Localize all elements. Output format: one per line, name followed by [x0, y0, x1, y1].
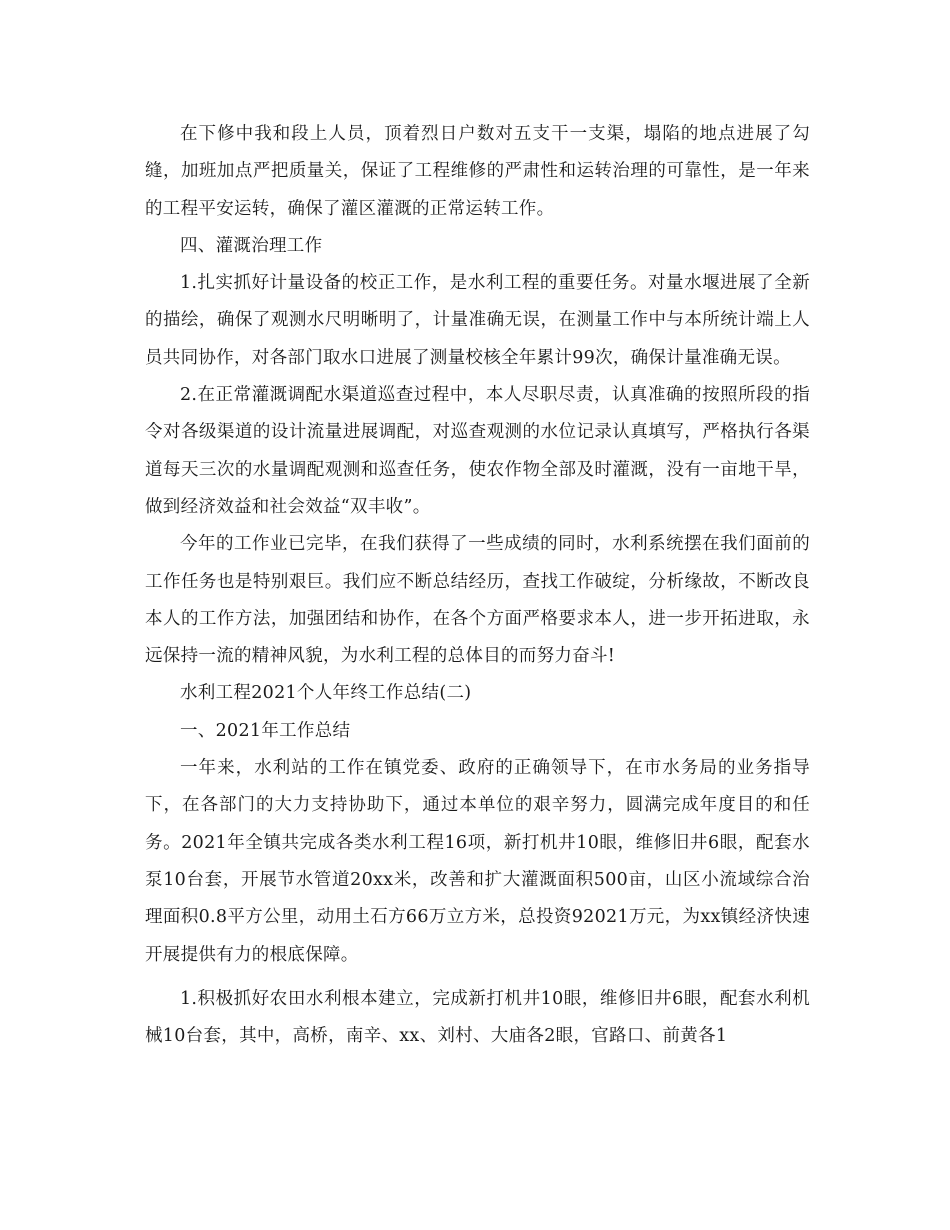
document-subtitle: 水利工程2021个人年终工作总结(二)	[180, 683, 472, 704]
paragraph-maintenance: 在下修中我和段上人员，顶着烈日户数对五支干一支渠，塌陷的地点进展了勾缝，加班加点严把质量关，保证了工程维修的严肃性和运转治理的可靠性，是一年来的工程平安运转，确保了灌区灌溉的正常运转工作。	[145, 124, 810, 219]
document-page	[145, 116, 810, 1055]
section-heading-summary: 一、2021年工作总结	[180, 720, 351, 741]
paragraph-conclusion: 今年的工作业已完毕，在我们获得了一些成绩的同时，水利系统摆在我们面前的工作任务也是特别艰巨。我们应不断总结经历，查找工作破绽，分析缘故，不断改良本人的工作方法，加强团结和协作，在各个方面严格要求本人，进一步开拓进取，永远保持一流的精神风貌，为水利工程的总体目的而努力奋斗!	[145, 534, 810, 667]
paragraph-metering: 1.扎实抓好计量设备的校正工作，是水利工程的重要任务。对量水堰进展了全新的描绘，确保了观测水尺明晰明了，计量准确无误，在测量工作中与本所统计端上人员共同协作，对各部门取水口进展了测量校核全年累计99次，确保计量准确无误。	[145, 273, 810, 368]
paragraph-farmland: 1.积极抓好农田水利根本建立，完成新打机井10眼，维修旧井6眼，配套水利机械10台套，其中，高桥，南辛、xx、刘村、大庙各2眼，官路口、前黄各1	[145, 988, 810, 1047]
paragraph-patrol: 2.在正常灌溉调配水渠道巡查过程中，本人尽职尽责，认真准确的按照所段的指令对各级渠道的设计流量进展调配，对巡查观测的水位记录认真填写，严格执行各渠道每天三次的水量调配观测和巡查任务，使农作物全部及时灌溉，没有一亩地干旱，做到经济效益和社会效益“双丰收”。	[145, 385, 810, 517]
paragraph-annual-overview: 一年来，水利站的工作在镇党委、政府的正确领导下，在市水务局的业务指导下，在各部门的大力支持协助下，通过本单位的艰辛努力，圆满完成年度目的和任务。2021年全镇共完成各类水利工程16项，新打机井10眼，维修旧井6眼，配套水泵10台套，开展节水管道20xx米，改善和扩大灌溉面积500亩，山区小流域综合治理面积0.8平方公里，动用土石方66万立方米，总投资92021万元，为xx镇经济快速开展提供有力的根底保障。	[145, 758, 810, 965]
section-heading-irrigation: 四、灌溉治理工作	[180, 235, 323, 256]
